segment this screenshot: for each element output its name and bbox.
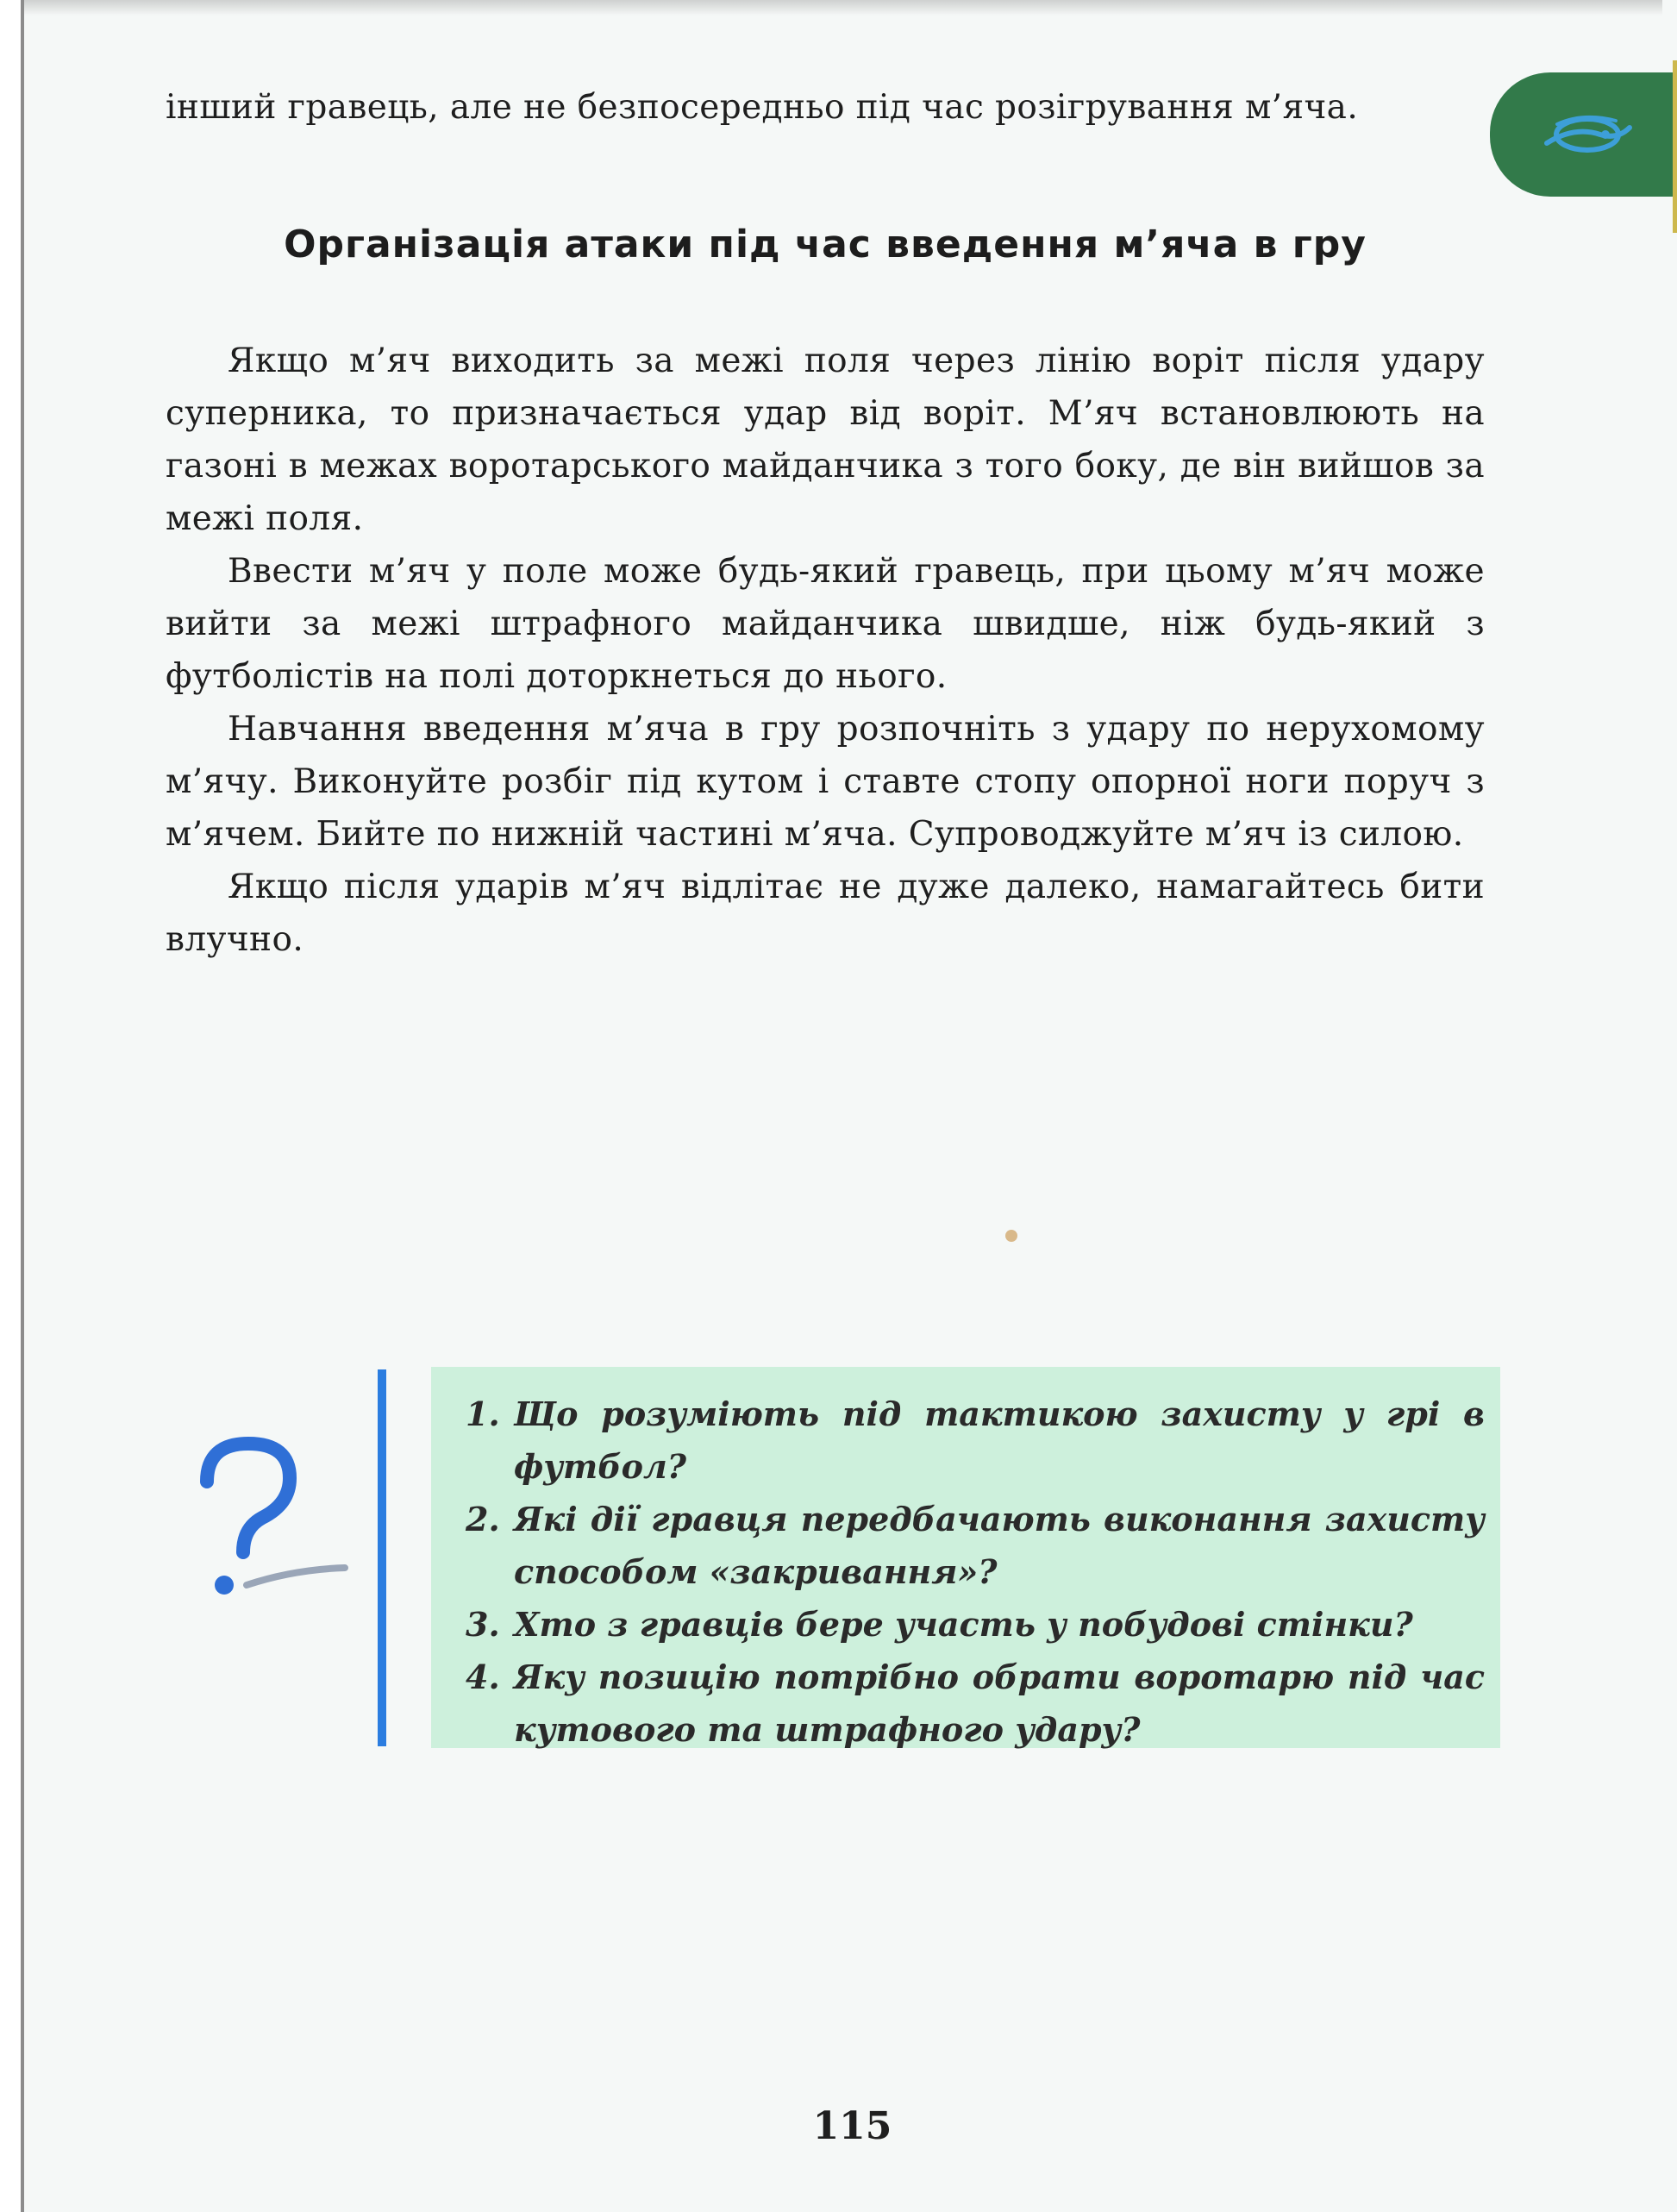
paragraph: Навчання введення м’яча в гру розпочніть з удару по нерухомому м’ячу. Виконуйте розбіг під кутом і ставте стопу опорної ноги поруч з м’ячем. Бийте по нижній частині м’яча. Супроводжуйте м’яч із силою.: [166, 710, 1485, 854]
question-text: Яку позицію потрібно обрати воротарю під час кутового та штрафного удару?: [514, 1657, 1485, 1749]
tab-accent-stripe: [1673, 60, 1677, 233]
continued-paragraph: інший гравець, але не безпосередньо під час розігрування м’яча.: [166, 88, 1359, 127]
question-mark-icon: [172, 1432, 354, 1613]
section-tab: [1490, 72, 1677, 197]
continued-text: [166, 81, 1485, 134]
question-item: [466, 1493, 1485, 1598]
review-questions-box: [431, 1367, 1500, 1748]
page-top-shadow: [24, 0, 1662, 16]
paragraph: Якщо м’яч виходить за межі поля через лінію воріт після удару суперника, то призначається удар від воріт. М’яч встановлюють на газоні в межах воротарського майданчика з того боку, де він вийшов за межі поля.: [166, 342, 1485, 538]
body-text: [166, 335, 1485, 966]
question-item: [466, 1388, 1485, 1493]
paragraph: Якщо після ударів м’яч відлітає не дуже далеко, намагайтесь бити влучно.: [166, 868, 1485, 959]
question-text: Що розуміють під тактикою захисту у грі в футбол?: [514, 1394, 1485, 1486]
question-item: [466, 1598, 1485, 1651]
question-number: 4.: [466, 1657, 500, 1696]
question-number: 2.: [466, 1500, 500, 1538]
section-heading: Організація атаки під час введення м’яча в гру: [284, 222, 1367, 266]
paragraph: Ввести м’яч у поле може будь-який гравець, при цьому м’яч може вийти за межі штрафного майданчика швидше, ніж будь-який з футболістів на полі доторкнеться до нього.: [166, 552, 1485, 696]
question-list: [466, 1388, 1485, 1756]
page-number: 115: [812, 2104, 892, 2148]
ball-kick-icon: [1540, 109, 1635, 160]
question-text: Які дії гравця передбачають виконання захисту способом «закривання»?: [514, 1500, 1485, 1591]
question-number: 3.: [466, 1605, 500, 1644]
paper-speck: [1005, 1230, 1017, 1242]
textbook-page: [21, 0, 1677, 2212]
question-number: 1.: [466, 1394, 500, 1433]
question-text: Хто з гравців бере участь у побудові стінки?: [514, 1605, 1413, 1644]
questions-accent-bar: [378, 1369, 386, 1746]
question-item: [466, 1651, 1485, 1756]
